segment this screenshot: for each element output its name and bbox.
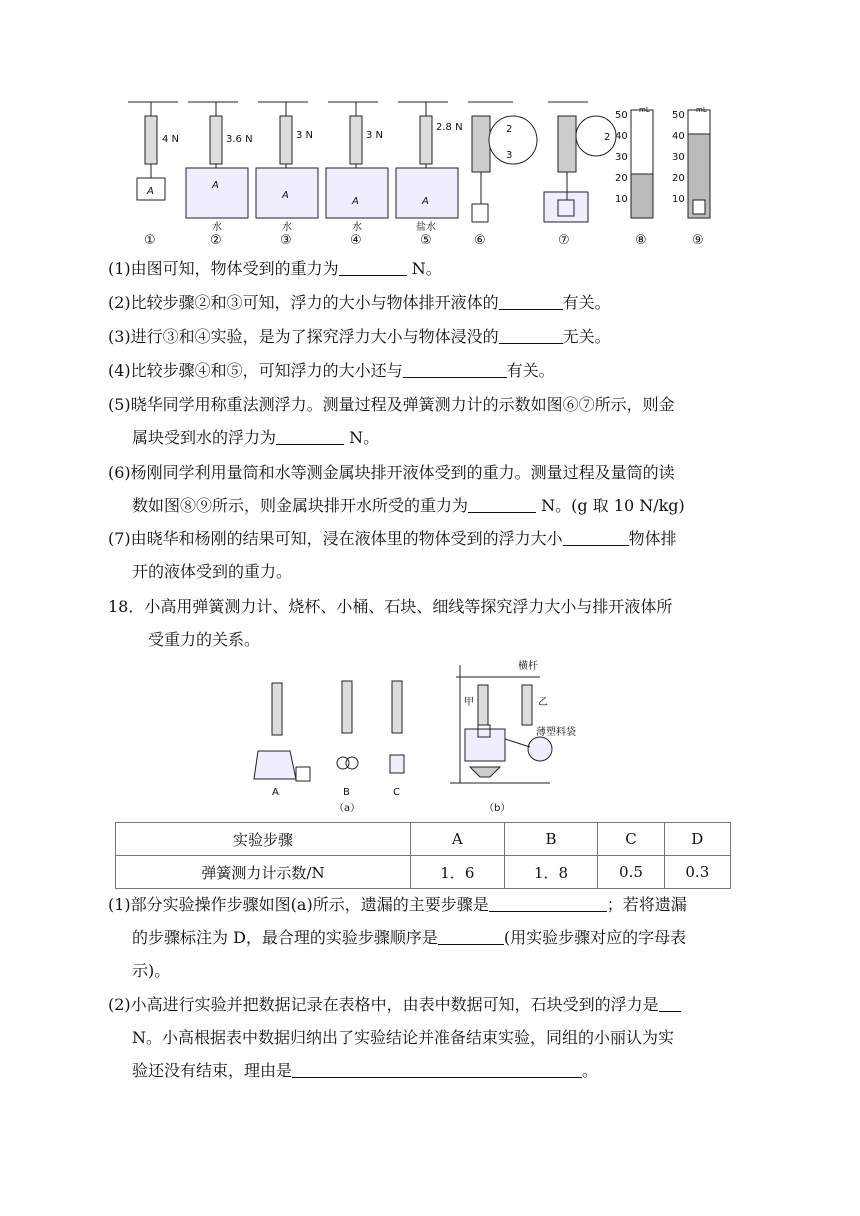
answer-blank[interactable]: [468, 494, 536, 513]
answer-blank[interactable]: [403, 359, 507, 378]
answer-blank[interactable]: [438, 926, 504, 945]
table-row: [116, 856, 731, 889]
row-label: 弹簧测力计示数/N: [116, 856, 411, 889]
answer-blank[interactable]: [489, 893, 607, 912]
cylinder-tick: 50: [672, 110, 685, 121]
step-number: ⑦: [558, 233, 570, 248]
cylinder-tick: 10: [615, 194, 628, 205]
block-label: A: [422, 196, 429, 207]
gauge-tick: 3: [506, 150, 513, 161]
step-number: ②: [210, 233, 222, 248]
step-number: ①: [144, 233, 156, 248]
q18-apparatus-figure: [250, 655, 630, 815]
cylinder-tick: 50: [615, 110, 628, 121]
cylinder-tick: 40: [615, 131, 628, 142]
cylinder-tick: 20: [672, 173, 685, 184]
caption-a: （a）: [334, 803, 361, 814]
table-header: C: [598, 823, 664, 856]
block-label: A: [212, 180, 219, 191]
q17-part3: (3)进行③和④实验，是为了探究浮力大小与物体浸没的 无关。: [108, 327, 611, 346]
liquid-label: 水: [212, 222, 222, 233]
cylinder-tick: 30: [615, 152, 628, 163]
answer-blank[interactable]: [292, 1059, 582, 1078]
label-c: C: [393, 787, 400, 798]
reading-2: 3.6 N: [226, 134, 253, 145]
q17-part1: (1)由图可知，物体受到的重力为 N。: [108, 259, 442, 278]
answer-blank[interactable]: [659, 993, 681, 1012]
answer-blank[interactable]: [276, 426, 344, 445]
q17-part7: (7)由晓华和杨刚的结果可知，浸在液体里的物体受到的浮力大小 物体排 开的液体受到的重力。: [108, 529, 677, 581]
cylinder-tick: 30: [672, 152, 685, 163]
table-header: D: [664, 823, 730, 856]
answer-blank[interactable]: [499, 325, 563, 344]
q17-part6: (6)杨刚同学利用量筒和水等测金属块排开液体受到的重力。测量过程及量筒的读 数如图⑧⑨所示，则金属块排开水所受的重力为 N。(g 取 10 N/kg): [108, 463, 685, 515]
q18-intro: 18．小高用弹簧测力计、烧杯、小桶、石块、细线等探究浮力大小与排开液体所 受重力的关系。: [108, 597, 673, 649]
cylinder-tick: 10: [672, 194, 685, 205]
cylinder-unit: mL: [639, 106, 650, 114]
reading-1: 4 N: [162, 134, 180, 145]
answer-blank[interactable]: [339, 257, 407, 276]
table-header: B: [504, 823, 598, 856]
reading-4: 3 N: [366, 130, 384, 141]
caption-b: （b）: [484, 803, 511, 814]
table-cell: 1．6: [411, 856, 505, 889]
liquid-label: 水: [352, 222, 362, 233]
answer-blank[interactable]: [563, 527, 629, 546]
table-cell: 1．8: [504, 856, 598, 889]
q18-data-table: [115, 822, 731, 889]
step-number: ⑨: [692, 233, 704, 248]
step-number: ⑤: [420, 233, 432, 248]
q17-part4: (4)比较步骤④和⑤，可知浮力的大小还与 有关。: [108, 361, 555, 380]
q18-part1: (1)部分实验操作步骤如图(a)所示，遗漏的主要步骤是 ；若将遗漏 的步骤标注为 D，最合理的实验步骤顺序是 (用实验步骤对应的字母表 示)。: [108, 895, 687, 980]
step-number: ③: [280, 233, 292, 248]
gauge-tick: 2: [506, 124, 513, 135]
cylinder-unit: mL: [696, 106, 707, 114]
table-header: 实验步骤: [116, 823, 411, 856]
buoyancy-steps-figure: [118, 96, 728, 248]
cylinder-tick: 40: [672, 131, 685, 142]
block-label: A: [147, 186, 154, 197]
gauge-tick: 2: [604, 132, 611, 143]
q18-part2: (2)小高进行实验并把数据记录在表格中，由表中数据可知，石块受到的浮力是 N。小高根据表中数据归纳出了实验结论并准备结束实验，同组的小丽认为实 验还没有结束，理由是 。: [108, 988, 738, 1087]
bag-label: 薄塑料袋: [536, 727, 576, 738]
crossbar-label: 横杆: [518, 661, 538, 672]
reading-5: 2.8 N: [436, 122, 463, 133]
label-b: B: [343, 787, 350, 798]
liquid-label: 盐水: [416, 222, 436, 233]
jia-label: 甲: [464, 697, 474, 708]
step-number: ⑥: [474, 233, 486, 248]
yi-label: 乙: [538, 697, 548, 708]
cylinder-tick: 20: [615, 173, 628, 184]
table-row: [116, 823, 731, 856]
table-header: A: [411, 823, 505, 856]
table-cell: 0.3: [664, 856, 730, 889]
block-label: A: [352, 196, 359, 207]
q17-part2: (2)比较步骤②和③可知，浮力的大小与物体排开液体的 有关。: [108, 293, 611, 312]
answer-blank[interactable]: [499, 291, 563, 310]
liquid-label: 水: [282, 222, 292, 233]
block-label: A: [282, 190, 289, 201]
q17-part5: (5)晓华同学用称重法测浮力。测量过程及弹簧测力计的示数如图⑥⑦所示，则金 属块受到水的浮力为 N。: [108, 395, 675, 447]
label-a: A: [272, 787, 279, 798]
reading-3: 3 N: [296, 130, 314, 141]
step-number: ⑧: [635, 233, 647, 248]
table-cell: 0.5: [598, 856, 664, 889]
step-number: ④: [350, 233, 362, 248]
